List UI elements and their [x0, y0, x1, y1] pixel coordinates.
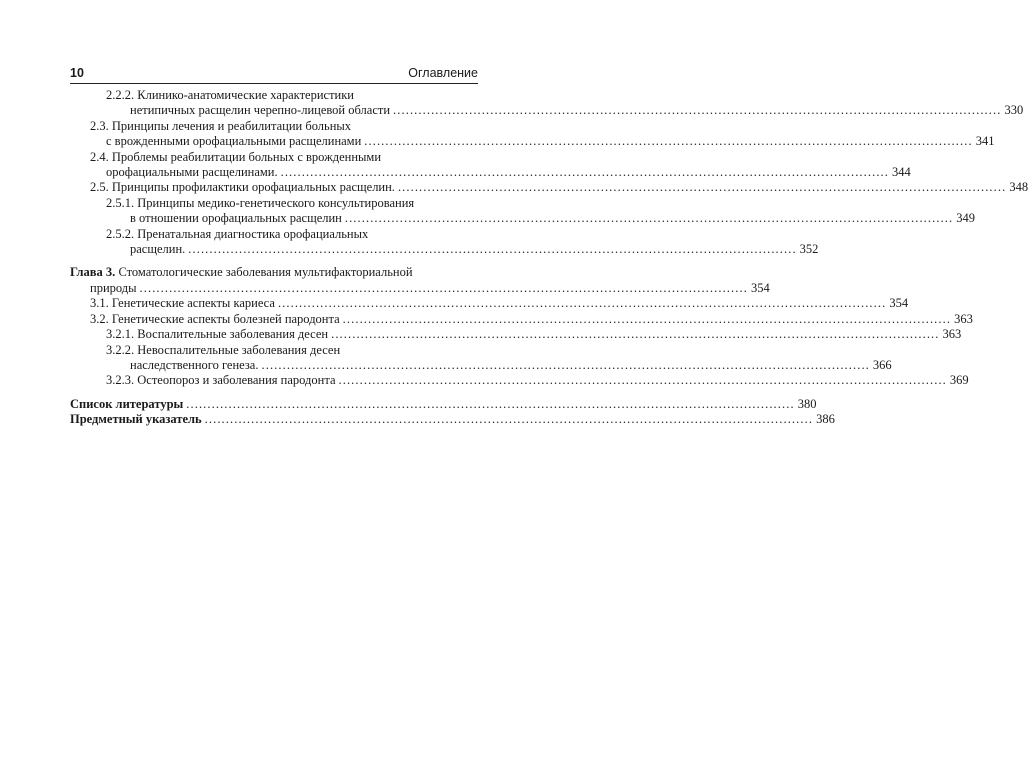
toc-entry-page: 363: [942, 327, 962, 342]
toc-entry-title: 3.2.2. Невоспалительные заболевания десен: [106, 342, 341, 357]
dot-leader: ................................................................................................................................................: [204, 412, 814, 427]
toc-entry-title-line: [70, 227, 478, 242]
toc-entry-page: 348: [1009, 180, 1028, 195]
toc-entry[interactable]: [70, 265, 770, 296]
dot-leader: ................................................................................................................................................: [331, 327, 940, 342]
toc-entry-title-line: [70, 265, 478, 280]
header-rule: [70, 83, 478, 84]
dot-leader: ................................................................................................................................................: [280, 165, 890, 180]
toc-entry-title: Стоматологические заболевания мультифакториальной: [115, 265, 413, 280]
toc-entry-title-continuation: наследственного генеза.: [130, 357, 259, 372]
dot-leader: ................................................................................................................................................: [338, 373, 947, 388]
toc-entry-page: 352: [799, 242, 819, 257]
dot-leader: ................................................................................................................................................: [139, 280, 748, 295]
toc-entry[interactable]: [70, 296, 909, 311]
toc-entry-title-line: [70, 88, 478, 103]
toc-entry[interactable]: [70, 88, 1024, 119]
running-header-title: Оглавление: [408, 66, 478, 80]
toc-entry-title: Список литературы: [70, 396, 184, 411]
toc-entry-title-line: [70, 343, 478, 358]
toc-entry[interactable]: [70, 311, 973, 327]
toc-entry-title: 2.5.1. Принципы медико-генетического консультирования: [106, 195, 415, 210]
toc-entry-title: 3.1. Генетические аспекты кариеса: [90, 296, 275, 311]
toc-entry[interactable]: [70, 327, 962, 342]
toc-entry-title-line: [70, 119, 478, 134]
toc-entry-title: 2.5. Принципы профилактики орофациальных расщелин.: [90, 180, 395, 195]
toc-entry[interactable]: [70, 373, 969, 388]
toc-entry-page: 366: [872, 357, 892, 372]
toc-entry-title-continuation: расщелин.: [130, 242, 186, 257]
toc-entry-title-continuation: природы: [90, 280, 137, 295]
toc-entry-title-continuation: в отношении орофациальных расщелин: [130, 211, 342, 226]
toc-entry-title: 2.3. Принципы лечения и реабилитации больных: [90, 118, 352, 133]
toc-entry-page: 380: [797, 396, 817, 411]
toc-entry[interactable]: [70, 412, 835, 427]
dot-leader: ................................................................................................................................................: [277, 296, 887, 311]
toc-entry-title: Предметный указатель: [70, 412, 202, 427]
toc-entry-title-continuation: с врожденными орофациальными расщелинами: [106, 134, 362, 149]
toc-entry[interactable]: [70, 195, 976, 227]
dot-leader: ................................................................................................................................................: [393, 103, 1002, 118]
section-gap: [70, 389, 478, 397]
toc-entry-page: 354: [750, 280, 770, 295]
dot-leader: ................................................................................................................................................: [344, 211, 954, 226]
toc-entry-title-continuation: нетипичных расщелин черепно-лицевой области: [130, 103, 391, 118]
toc-entry-title: 2.4. Проблемы реабилитации больных с врожденными: [90, 149, 382, 164]
toc-entry-page: 363: [954, 311, 973, 326]
toc-entry-page: 330: [1004, 103, 1024, 118]
page-number: 10: [70, 66, 84, 80]
toc-entry-page: 344: [892, 165, 911, 180]
toc-entry-page: 349: [956, 211, 976, 226]
dot-leader: ................................................................................................................................................: [188, 242, 797, 257]
dot-leader: ................................................................................................................................................: [186, 396, 795, 411]
dot-leader: ................................................................................................................................................: [364, 134, 973, 149]
toc-entry-page: 341: [975, 134, 995, 149]
dot-leader: ................................................................................................................................................: [397, 180, 1007, 195]
toc-entry[interactable]: [70, 342, 892, 374]
toc-entry-title: 3.2.1. Воспалительные заболевания десен: [106, 327, 329, 342]
table-of-contents: [70, 88, 1028, 428]
toc-entry[interactable]: [70, 226, 819, 258]
toc-entry-page: 354: [889, 296, 909, 311]
dot-leader: ................................................................................................................................................: [261, 357, 870, 372]
toc-entry-title-continuation: орофациальными расщелинами.: [106, 165, 278, 180]
toc-entry-title-line: [70, 150, 478, 165]
toc-entry-page: 386: [816, 412, 835, 427]
running-header: [70, 66, 478, 84]
toc-entry-title-line: [70, 196, 478, 211]
toc-entry-title: 3.2.3. Остеопороз и заболевания пародонта: [106, 373, 336, 388]
toc-entry[interactable]: [70, 396, 817, 412]
chapter-label: Глава 3.: [70, 265, 116, 280]
section-gap: [70, 257, 478, 265]
toc-entry[interactable]: [70, 118, 995, 150]
toc-entry-title: 2.2.2. Клинико-анатомические характеристики: [106, 88, 354, 102]
toc-entry[interactable]: [70, 180, 1028, 195]
dot-leader: ................................................................................................................................................: [342, 311, 952, 326]
toc-entry-page: 369: [949, 373, 969, 388]
toc-entry[interactable]: [70, 149, 911, 181]
toc-entry-title: 3.2. Генетические аспекты болезней пародонта: [90, 311, 340, 326]
toc-entry-title: 2.5.2. Пренатальная диагностика орофациальных: [106, 226, 369, 241]
